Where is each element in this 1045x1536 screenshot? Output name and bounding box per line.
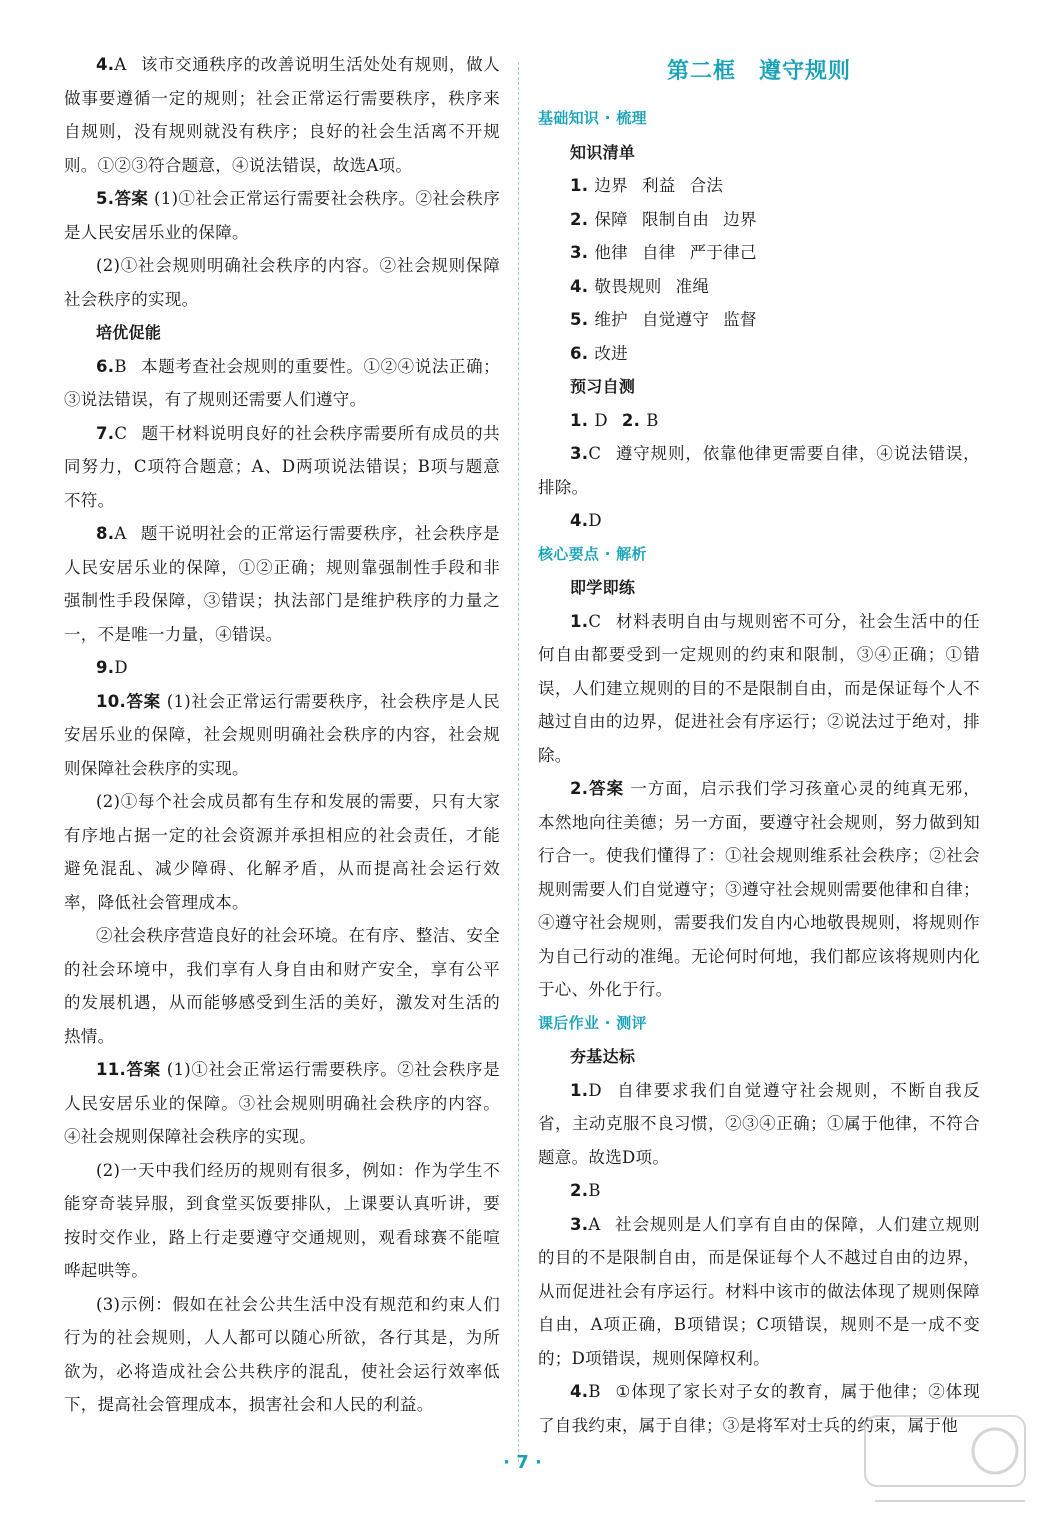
page-number: · 7 · — [503, 1452, 542, 1473]
answer-11-part3: (3)示例：假如在社会公共生活中没有规范和约束人们行为的社会规则，人人都可以随心所欲，各行其是，为所欲为，必将造成社会公共秩序的混乱，使社会运行效率低下，提高社会管理成本，损害社会和人民的利益。 — [64, 1294, 500, 1414]
homework-answer-3: 3.A 社会规则是人们享有自由的保障，人们建立规则的目的不是限制自由，而是保证每个人不越过自由的边界，从而促进社会有序运行。材料中该市的做法体现了规则保障自由，A项正确，B项错误；C项错误，规则不是一成不变的；D项错误，规则保障权利。 — [538, 1214, 980, 1368]
answer-7: 7.C 题干材料说明良好的社会秩序需要所有成员的共同努力，C项符合题意；A、D两项说法错误；B项与题意不符。 — [64, 423, 500, 510]
subheading-preview-test: 预习自测 — [570, 377, 636, 396]
knowledge-list — [538, 169, 980, 370]
answer-11-part2: (2)一天中我们经历的规则有很多，例如：作为学生不能穿奇装异服，到食堂买饭要排队，上课要认真听讲，要按时交作业，路上行走要遵守交通规则，观看球赛不能喧哗起哄等。 — [64, 1160, 500, 1280]
column-divider — [518, 62, 519, 1462]
subheading-foundation: 夯基达标 — [570, 1047, 636, 1066]
lesson-title: 第二框 遵守规则 — [666, 59, 851, 84]
answer-10-part3: ②社会秩序营造良好的社会环境。在有序、整洁、安全的社会环境中，我们享有人身自由和财产安全，享有公平的发展机遇，从而能够感受到生活的美好，激发对生活的热情。 — [64, 926, 500, 1046]
knowledge-item: 1. 边界 利益 合法 — [570, 176, 724, 195]
homework-answer-2: 2.B — [570, 1181, 601, 1200]
core-answer-2: 2.答案 一方面，启示我们学习孩童心灵的纯真无邪，本然地向往美德；另一方面，要遵守社会规则，努力做到知行合一。使我们懂得了：①社会规则维系社会秩序；②社会规则需要人们自觉遵守；③遵守社会规则需要他律和自律；④遵守社会规则，需要我们发自内心地敬畏规则，将规则作为自己行动的准绳。无论何时何地，我们都应该将规则内化于心、外化于行。 — [538, 779, 981, 999]
right-column — [538, 48, 980, 1442]
knowledge-item: 4. 敬畏规则 准绳 — [570, 276, 710, 296]
preview-answer-3: 3.C 遵守规则，依靠他律更需要自律，④说法错误，排除。 — [538, 444, 980, 497]
answer-8: 8.A 题干说明社会的正常运行需要秩序，社会秩序是人民安居乐业的保障，①②正确；规则靠强制性手段和非强制性手段保障，③错误；执法部门是维护秩序的力量之一，不是唯一力量，④错误。 — [64, 524, 500, 644]
answer-10-part2: (2)①每个社会成员都有生存和发展的需要，只有大家有序地占据一定的社会资源并承担相应的社会责任，才能避免混乱、减少障碍、化解矛盾，从而提高社会运行效率，降低社会管理成本。 — [64, 792, 500, 912]
answer-5-part1: 5.答案 (1)①社会正常运行需要社会秩序。②社会秩序是人民安居乐业的保障。 — [64, 189, 500, 242]
left-column — [64, 48, 500, 1422]
knowledge-item: 5. 维护 自觉遵守 监督 — [570, 310, 757, 329]
subheading-knowledge-list: 知识清单 — [570, 142, 636, 162]
answer-4: 4.A 该市交通秩序的改善说明生活处处有规则，做人做事要遵循一定的规则；社会正常运行需要秩序，秩序来自规则，没有规则就没有秩序；良好的社会生活离不开规则。①②③符合题意，④说法错误，故选A项。 — [64, 55, 500, 175]
knowledge-item: 3. 他律 自律 严于律己 — [570, 243, 757, 262]
section-homework: 课后作业 · 测评 — [538, 1013, 647, 1032]
answer-6: 6.B 本题考查社会规则的重要性。①②④说法正确；③说法错误，有了规则还需要人们遵守。 — [64, 356, 500, 409]
subheading-peiyou: 培优促能 — [96, 323, 162, 342]
preview-answer-4: 4.D — [570, 511, 602, 530]
answer-5-part2: (2)①社会规则明确社会秩序的内容。②社会规则保障社会秩序的实现。 — [64, 256, 500, 309]
homework-answer-1: 1.D 自律要求我们自觉遵守社会规则，不断自我反省，主动克服不良习惯，②③④正确；①属于他律，不符合题意。故选D项。 — [538, 1080, 980, 1167]
section-core-points: 核心要点 · 解析 — [538, 544, 647, 563]
subheading-practice: 即学即练 — [570, 578, 636, 597]
homework-answer-4: 4.B ①体现了家长对子女的教育，属于他律；②体现了自我约束，属于自律；③是将军对士兵的约束，属于他 — [538, 1382, 980, 1435]
core-answer-1: 1.C 材料表明自由与规则密不可分，社会生活中的任何自由都要受到一定规则的约束和限制，③④正确；①错误，人们建立规则的目的不是限制自由，而是保证每个人不越过自由的边界，促进社会有序运行；②说法过于绝对，排除。 — [538, 611, 980, 765]
watermark-logo — [855, 1406, 1035, 1526]
section-basic-knowledge: 基础知识 · 梳理 — [538, 109, 647, 127]
knowledge-item: 2. 保障 限制自由 边界 — [570, 209, 757, 229]
answer-11-part1: 11.答案 (1)①社会正常运行需要秩序。②社会秩序是人民安居乐业的保障。③社会规则明确社会秩序的内容。④社会规则保障社会秩序的实现。 — [64, 1060, 500, 1146]
answer-10-part1: 10.答案 (1)社会正常运行需要秩序，社会秩序是人民安居乐业的保障，社会规则明确社会秩序的内容，社会规则保障社会秩序的实现。 — [64, 691, 500, 778]
knowledge-item: 6. 改进 — [570, 343, 628, 363]
preview-answers-1-2: 1. D 2. B — [570, 410, 659, 430]
answer-9: 9.D — [96, 658, 128, 677]
